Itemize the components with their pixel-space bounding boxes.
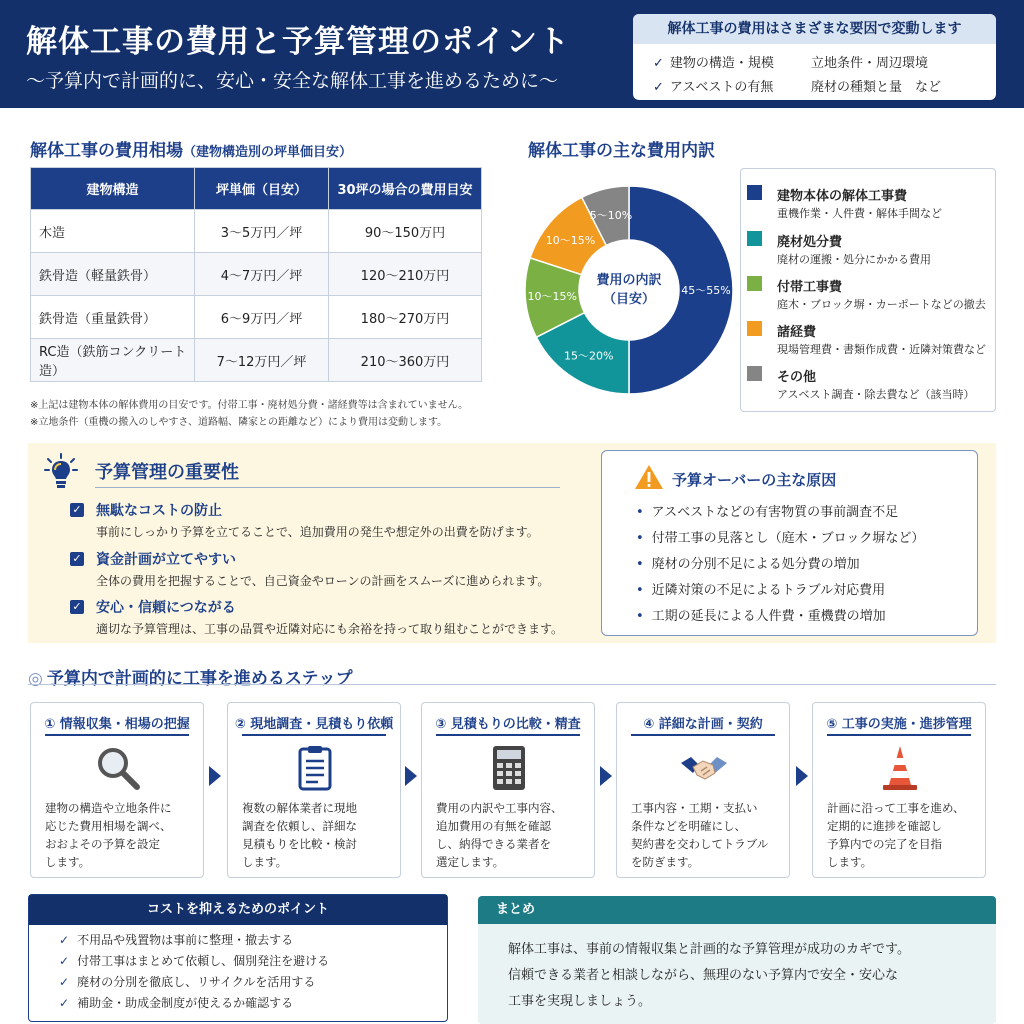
summary-line: 信頼できる業者と相談しながら、無理のない予算内で安全・安心な — [508, 968, 899, 983]
legend-desc: 重機作業・人件費・解体手間など — [777, 207, 942, 220]
table-row — [31, 253, 482, 296]
legend-desc: 廃材の運搬・処分にかかる費用 — [777, 253, 931, 266]
table-cell: 180〜270万円 — [329, 296, 482, 339]
step-arrow-icon — [796, 766, 808, 786]
pie-slice-label: 10〜15% — [527, 290, 577, 304]
step-card — [421, 702, 595, 878]
pie-slice-label: 15〜20% — [564, 349, 614, 363]
step-underline — [631, 734, 775, 736]
check-icon: ✓ — [653, 80, 664, 95]
legend-swatch — [747, 231, 762, 246]
step-title: ① 情報収集・相場の把握 — [44, 717, 190, 732]
table-cell: 120〜210万円 — [329, 253, 482, 296]
magnifier-icon — [93, 743, 143, 793]
cost-factors-title: 解体工事の費用はさまざまな要因で変動します — [633, 14, 996, 44]
cost-breakdown-pie — [524, 185, 734, 395]
budget-point-title: 資金計画が立てやすい — [96, 552, 236, 568]
steps-divider — [28, 684, 996, 685]
cost-saving-tips-box — [28, 894, 448, 1022]
step-title: ⑤ 工事の実施・進捗管理 — [826, 717, 972, 732]
pie-slice-label: 45〜55% — [681, 284, 731, 297]
overrun-item: • 工期の延長による人件費・重機費の増加 — [636, 605, 886, 624]
overrun-title: 予算オーバーの主な原因 — [672, 471, 837, 489]
step-title: ② 現地調査・見積もり依頼 — [234, 717, 394, 732]
table-row — [31, 339, 482, 382]
cost-table — [30, 167, 482, 382]
pie-slice-label: 5〜10% — [589, 209, 633, 223]
pie-chart-svg — [524, 185, 734, 395]
legend-name: 諸経費 — [777, 325, 817, 340]
step-card — [812, 702, 986, 878]
budget-point-title: 安心・信頼につながる — [96, 600, 236, 616]
legend-swatch — [747, 276, 762, 291]
step-desc: 複数の解体業者に現地 調査を依頼し、詳細な 見積もりを比較・検討 します。 — [242, 801, 357, 869]
step-card — [30, 702, 204, 878]
table-cell: 7〜12万円／坪 — [195, 339, 329, 382]
table-header: 建物構造 — [31, 168, 195, 210]
table-cell: 210〜360万円 — [329, 339, 482, 382]
page-title: 解体工事の費用と予算管理のポイント — [26, 24, 570, 60]
traffic-cone-icon — [875, 743, 925, 793]
table-cell: 木造 — [31, 210, 195, 253]
step-title: ④ 詳細な計画・契約 — [643, 717, 763, 732]
pie-center-sublabel: （目安） — [602, 292, 656, 307]
page-subtitle: 〜予算内で計画的に、安心・安全な解体工事を進めるために〜 — [26, 70, 559, 92]
step-arrow-icon — [600, 766, 612, 786]
table-cell: 90〜150万円 — [329, 210, 482, 253]
step-arrow-icon — [405, 766, 417, 786]
step-underline — [827, 734, 971, 736]
table-cell: 3〜5万円／坪 — [195, 210, 329, 253]
budget-title-divider — [95, 487, 560, 488]
table-cell: 6〜9万円／坪 — [195, 296, 329, 339]
step-arrow-icon — [209, 766, 221, 786]
check-icon: ✓ — [59, 996, 70, 1010]
legend-desc: 現場管理費・書類作成費・近隣対策費など — [777, 343, 986, 356]
checkbox-icon: ✓ — [70, 503, 84, 517]
step-card — [227, 702, 401, 878]
table-header: 坪単価（目安） — [195, 168, 329, 210]
step-underline — [45, 734, 189, 736]
overrun-item: • 付帯工事の見落とし（庭木・ブロック塀など） — [636, 527, 924, 546]
legend-name: その他 — [777, 370, 817, 385]
table-row — [31, 296, 482, 339]
legend-swatch — [747, 366, 762, 381]
pie-center-label: 費用の内訳 — [596, 273, 662, 288]
cost-factors-box — [633, 14, 996, 100]
cost-factor-item: 立地条件・周辺環境 — [811, 56, 929, 71]
clipboard-icon — [290, 743, 340, 793]
legend-name: 建物本体の解体工事費 — [777, 189, 908, 204]
overrun-item: • 近隣対策の不足によるトラブル対応費用 — [636, 579, 885, 598]
tips-title: コストを抑えるためのポイント — [29, 895, 447, 925]
table-cell: 鉄骨造（重量鉄骨） — [31, 296, 195, 339]
cost-factor-item: 廃材の種類と量 など — [811, 80, 942, 95]
step-desc: 建物の構造や立地条件に 応じた費用相場を調べ、 おおよその予算を設定 します。 — [45, 801, 172, 869]
legend-swatch — [747, 185, 762, 200]
table-header: 30坪の場合の費用目安 — [329, 168, 482, 210]
handshake-icon — [679, 743, 729, 793]
overrun-item: • 廃材の分別不足による処分費の増加 — [636, 553, 860, 572]
step-desc: 工事内容・工期・支払い 条件などを明確にし、 契約書を交わしてトラブル を防ぎます。 — [631, 801, 769, 869]
budget-overrun-box — [601, 450, 978, 636]
budget-point-desc: 事前にしっかり予算を立てることで、追加費用の発生や想定外の出費を防げます。 — [96, 525, 539, 539]
legend-desc: アスベスト調査・除去費など（該当時） — [777, 388, 975, 401]
legend-name: 付帯工事費 — [777, 280, 843, 295]
step-desc: 計画に沿って工事を進め、 定期的に進捗を確認し 予算内での完了を目指 します。 — [827, 801, 965, 869]
budget-title: 予算管理の重要性 — [95, 462, 239, 483]
tip-item: ✓ 補助金・助成金制度が使えるか確認する — [59, 996, 294, 1010]
legend-desc: 庭木・ブロック塀・カーポートなどの撤去 — [777, 298, 986, 311]
cost-section-title: 解体工事の費用相場（建物構造別の坪単価目安） — [30, 141, 353, 161]
table-header-row — [31, 168, 482, 210]
summary-line: 工事を実現しましょう。 — [508, 994, 652, 1009]
table-cell: RC造（鉄筋コンクリート造） — [31, 339, 195, 382]
table-note: ※立地条件（重機の搬入のしやすさ、道路幅、隣家との距離など）により費用は変動します。 — [30, 417, 448, 428]
pie-legend — [740, 168, 996, 412]
tip-item: ✓ 不用品や残置物は事前に整理・撤去する — [59, 933, 294, 947]
calculator-icon — [484, 743, 534, 793]
check-icon: ✓ — [59, 954, 70, 968]
step-underline — [436, 734, 580, 736]
lightbulb-icon — [44, 453, 78, 493]
step-card — [616, 702, 790, 878]
pie-center-hole — [579, 240, 679, 340]
cost-factor-item: ✓ 建物の構造・規模 — [653, 56, 774, 71]
overrun-item: • アスベストなどの有害物質の事前調査不足 — [636, 501, 898, 520]
target-icon: ◎ — [28, 669, 43, 689]
step-underline — [242, 734, 386, 736]
table-cell: 鉄骨造（軽量鉄骨） — [31, 253, 195, 296]
summary-title: まとめ — [478, 896, 996, 924]
table-cell: 4〜7万円／坪 — [195, 253, 329, 296]
tip-item: ✓ 廃材の分別を徹底し、リサイクルを活用する — [59, 975, 316, 989]
step-title: ③ 見積もりの比較・精査 — [435, 717, 581, 732]
cost-factor-item: ✓ アスベストの有無 — [653, 80, 774, 95]
checkbox-icon: ✓ — [70, 600, 84, 614]
check-icon: ✓ — [59, 933, 70, 947]
table-note: ※上記は建物本体の解体費用の目安です。付帯工事・廃材処分費・諸経費等は含まれていません。 — [30, 400, 469, 411]
step-desc: 費用の内訳や工事内容、 追加費用の有無を確認 し、納得できる業者を 選定します。 — [436, 801, 563, 869]
check-icon: ✓ — [653, 56, 664, 71]
budget-point-desc: 適切な予算管理は、工事の品質や近隣対応にも余裕を持って取り組むことができます。 — [96, 622, 564, 636]
check-icon: ✓ — [59, 975, 70, 989]
steps-title: ◎ 予算内で計画的に工事を進めるステップ — [28, 669, 353, 689]
legend-name: 廃材処分費 — [777, 235, 843, 250]
header-banner — [0, 0, 1024, 108]
budget-point-title: 無駄なコストの防止 — [96, 503, 222, 519]
legend-swatch — [747, 321, 762, 336]
summary-box — [478, 896, 996, 1024]
summary-line: 解体工事は、事前の情報収集と計画的な予算管理が成功のカギです。 — [508, 942, 910, 957]
breakdown-title: 解体工事の主な費用内訳 — [528, 141, 715, 161]
tip-item: ✓ 付帯工事はまとめて依頼し、個別発注を避ける — [59, 954, 330, 968]
table-row — [31, 210, 482, 253]
pie-slice-label: 10〜15% — [545, 233, 596, 247]
budget-point-desc: 全体の費用を把握することで、自己資金やローンの計画をスムーズに進められます。 — [96, 574, 550, 588]
warning-icon — [634, 463, 664, 491]
checkbox-icon: ✓ — [70, 552, 84, 566]
